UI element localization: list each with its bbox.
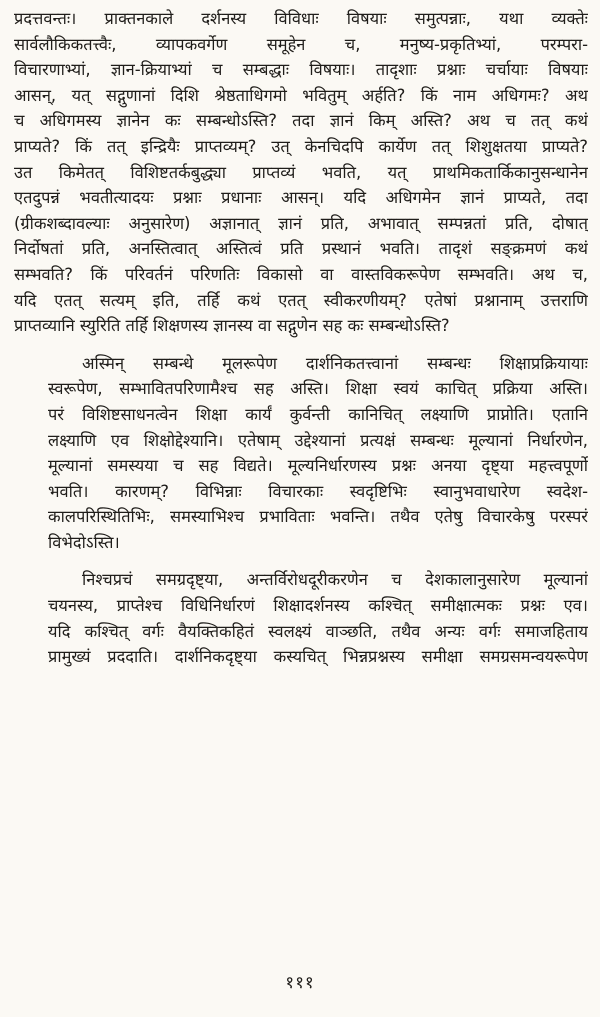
paragraph-3 [14,567,588,669]
text-line: प्रामुख्यं प्रददाति। दार्शनिकदृष्ट्या कस्यचित् भिन्नप्रश्नस्य समीक्षा समग्रसमन्वयरूपेण [48,647,588,667]
paragraph-2 [14,351,588,556]
text-line: निश्चप्रचं समग्रदृष्ट्या, अन्तर्विरोधदूरीकरणेन च देशकालानुसारेण मूल्यानां [82,570,588,590]
text-line: लक्ष्याणि एव शिक्षोद्देश्यानि। एतेषाम् उद्देश्यानां प्रत्यक्षं सम्बन्धः मूल्यानां निर्धारणेन, [48,430,588,450]
text-line: (ग्रीकशब्दावल्याः अनुसारेण) अज्ञानात् ज्ञानं प्रति, अभावात् सम्पन्नतां प्रति, दोषात् [14,213,588,233]
body-text [14,6,588,670]
paragraph-1 [14,6,588,339]
text-line: अस्मिन् सम्बन्धे मूलरूपेण दार्शनिकतत्त्वानां सम्बन्धः शिक्षाप्रक्रियायाः [82,353,588,373]
text-line: निर्दोषतां प्रति, अनस्तित्वात् अस्तित्वं प्रति प्रस्थानं भवति। तादृशं सङ्क्रमणं कथं [14,239,588,259]
text-line: मूल्यानां समस्यया च सह विद्यते। मूल्यनिर्धारणस्य प्रश्नः अनया दृष्ट्या महत्त्वपूर्णो [48,456,588,476]
text-line: प्राप्तव्यानि स्युरिति तर्हि शिक्षणस्य ज्ञानस्य वा सद्गुणेन सह कः सम्बन्धोऽस्ति? [14,316,450,336]
text-line: उत किमेतत् विशिष्टतर्कबुद्ध्या प्राप्तव्यं भवति, यत् प्राथमिकतार्किकानुसन्धानेन [14,162,588,182]
text-line: यदि कश्चित् वर्गः वैयक्तिकहितं स्वलक्ष्यं वाञ्छति, तथैव अन्यः वर्गः समाजहिताय [48,621,588,641]
text-line: विभेदोऽस्ति। [48,532,120,552]
text-line: यदि एतत् सत्यम् इति, तर्हि कथं एतत् स्वीकरणीयम्? एतेषां प्रश्नानाम् उत्तराणि [14,290,588,310]
text-line: प्राप्यते? किं तत् इन्द्रियैः प्राप्तव्यम्? उत् केनचिदपि कार्येण तत् शिशुक्षतया प्राप्यते? [14,136,588,156]
text-line: परं विशिष्टसाधनत्वेन शिक्षा कार्यं कुर्वन्ती कानिचित् लक्ष्याणि प्राप्नोति। एतानि [48,404,588,424]
text-line: स्वरूपेण, सम्भावितपरिणामैश्च सह अस्ति। शिक्षा स्वयं काचित् प्रक्रिया अस्ति। [48,379,588,399]
page-number: १११ [285,973,315,993]
text-line: प्रदत्तवन्तः। प्राक्तनकाले दर्शनस्य विविधाः विषयाः समुत्पन्नाः, यथा व्यक्तेः [14,9,588,28]
text-line: चयनस्य, प्राप्तेश्च विधिनिर्धारणं शिक्षादर्शनस्य कश्चित् समीक्षात्मकः प्रश्नः एव। [48,596,588,616]
text-line: सार्वलौकिकतत्त्वैः, व्यापकवर्गेण समूहेन च, मनुष्य-प्रकृतिभ्यां, परम्परा- [14,34,588,54]
text-line: भवति। कारणम्? विभिन्नाः विचारकाः स्वदृष्टिभिः स्वानुभवाधारेण स्वदेश- [48,481,588,501]
text-line: कालपरिस्थितिभिः, समस्याभिश्च प्रभाविताः भवन्ति। तथैव एतेषु विचारकेषु परस्परं [48,507,588,527]
text-line: च अधिगमस्य ज्ञानेन कः सम्बन्धोऽस्ति? तदा ज्ञानं किम् अस्ति? अथ च तत् कथं [14,111,588,131]
text-line: आसन्, यत् सद्गुणानां दिशि श्रेष्ठताधिगमो भवितुम् अर्हति? किं नाम अधिगमः? अथ [14,85,588,105]
text-line: एतदुपन्नं भवतीत्यादयः प्रश्नाः प्रधानाः आसन्। यदि अधिगमेन ज्ञानं प्राप्यते, तदा [14,188,588,208]
text-line: सम्भवति? किं परिवर्तनं परिणतिः विकासो वा वास्तविकरूपेण सम्भवति। अथ च, [14,264,588,284]
text-line: विचारणाभ्यां, ज्ञान-क्रियाभ्यां च सम्बद्धाः विषयाः। तादृशाः प्रश्नाः चर्चायाः विषयाः [14,60,588,80]
